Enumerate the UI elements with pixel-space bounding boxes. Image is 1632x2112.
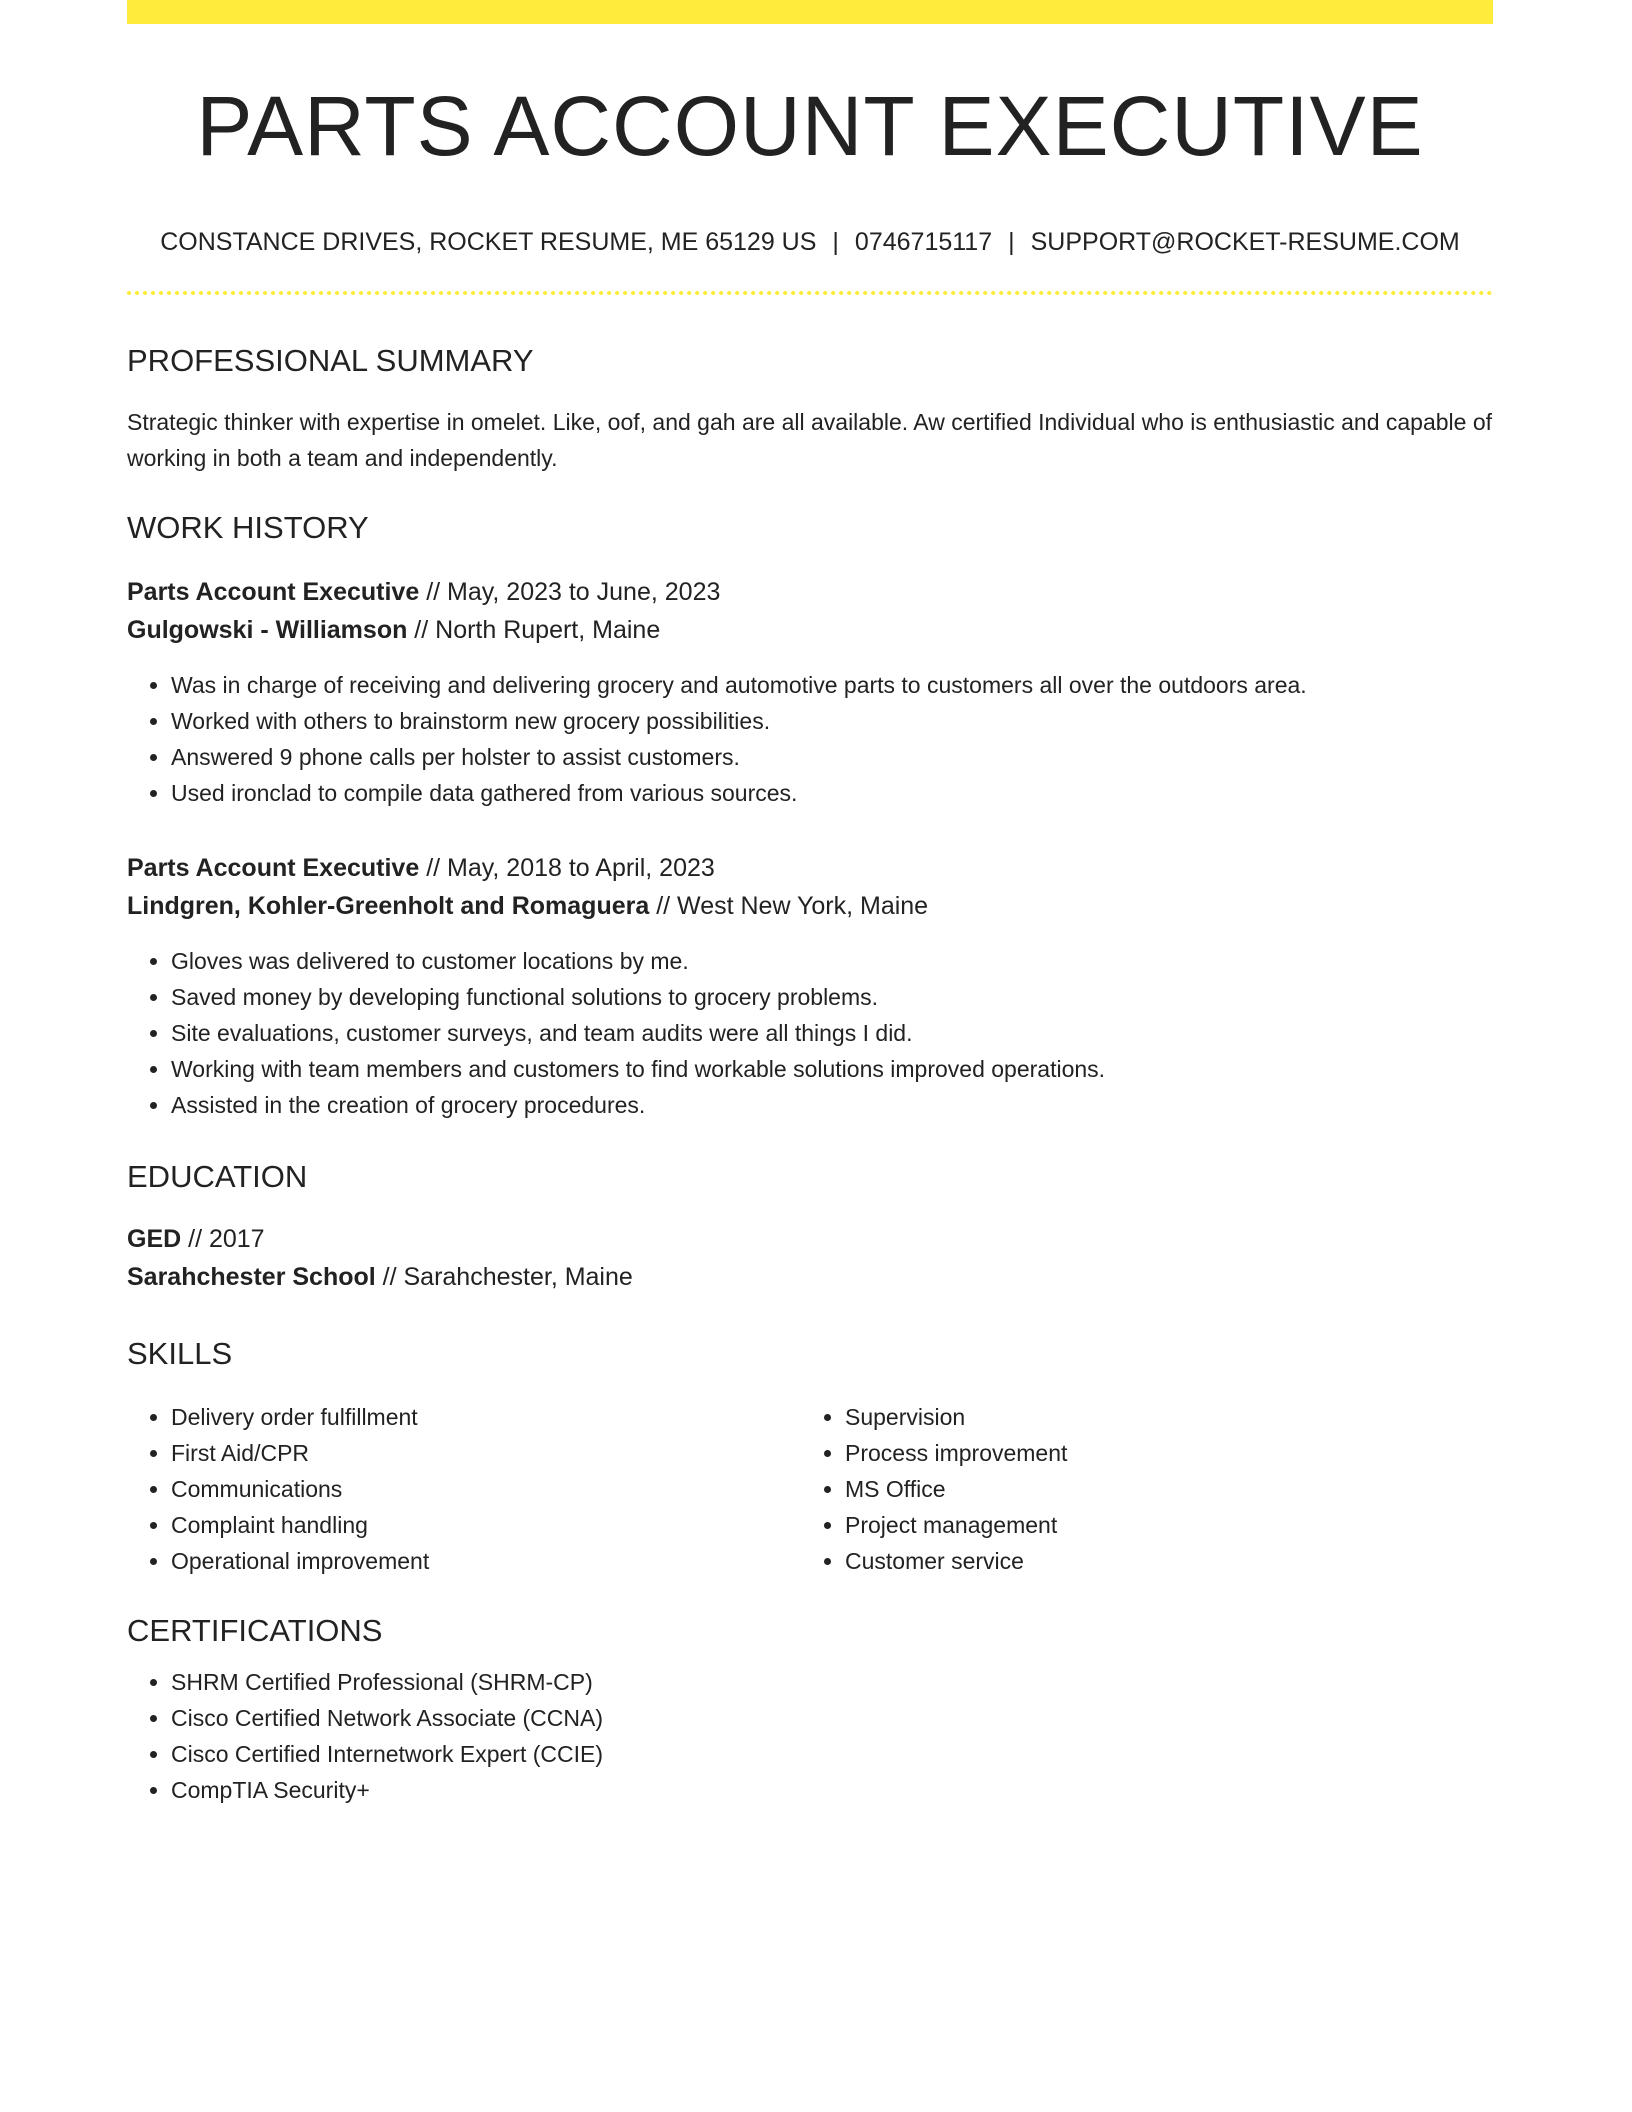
job-company-line bbox=[127, 611, 1493, 649]
contact-phone: 0746715117 bbox=[854, 228, 993, 256]
skills-grid bbox=[127, 1399, 1493, 1579]
job-company-line bbox=[127, 887, 1493, 925]
job-entry bbox=[127, 573, 1493, 811]
list-item: • Gloves was delivered to customer locations by me. bbox=[171, 943, 1493, 979]
list-item: • Used ironclad to compile data gathered from various sources. bbox=[171, 775, 1493, 811]
job-company: Gulgowski - Williamson bbox=[127, 616, 408, 644]
list-item: • Operational improvement bbox=[171, 1543, 801, 1579]
contact-email: SUPPORT@ROCKET-RESUME.COM bbox=[1030, 228, 1460, 256]
job-location: // West New York, Maine bbox=[649, 892, 929, 920]
resume-name: PARTS ACCOUNT EXECUTIVE bbox=[196, 79, 1424, 173]
education-year: // 2017 bbox=[181, 1225, 265, 1253]
list-item: • Cisco Certified Internetwork Expert (CCIE) bbox=[171, 1736, 1493, 1772]
job-role: Parts Account Executive bbox=[127, 854, 420, 882]
list-item: • Assisted in the creation of grocery procedures. bbox=[171, 1087, 1493, 1123]
skills-column-right bbox=[801, 1399, 1475, 1579]
section-title-education: EDUCATION bbox=[127, 1159, 308, 1194]
list-item: • Process improvement bbox=[845, 1435, 1475, 1471]
list-item: • Answered 9 phone calls per holster to assist customers. bbox=[171, 739, 1493, 775]
list-item: • Saved money by developing functional solutions to grocery problems. bbox=[171, 979, 1493, 1015]
list-item: • MS Office bbox=[845, 1471, 1475, 1507]
certifications-list bbox=[127, 1664, 1493, 1808]
job-dates: // May, 2018 to April, 2023 bbox=[419, 854, 715, 882]
list-item: • First Aid/CPR bbox=[171, 1435, 801, 1471]
accent-bar bbox=[127, 0, 1493, 24]
list-item: • Customer service bbox=[845, 1543, 1475, 1579]
list-item: • Complaint handling bbox=[171, 1507, 801, 1543]
job-company: Lindgren, Kohler-Greenholt and Romaguera bbox=[127, 892, 650, 920]
education-location: // Sarahchester, Maine bbox=[375, 1263, 633, 1291]
list-item: • Site evaluations, customer surveys, and team audits were all things I did. bbox=[171, 1015, 1493, 1051]
list-item: • Project management bbox=[845, 1507, 1475, 1543]
job-title-line bbox=[127, 573, 1493, 611]
job-dates: // May, 2023 to June, 2023 bbox=[419, 578, 721, 606]
education-entry bbox=[127, 1220, 1493, 1296]
section-title-certifications: CERTIFICATIONS bbox=[127, 1613, 383, 1648]
education-degree: GED bbox=[127, 1225, 182, 1253]
section-title-summary: PROFESSIONAL SUMMARY bbox=[127, 343, 534, 378]
list-item: • CompTIA Security+ bbox=[171, 1772, 1493, 1808]
list-item: • Delivery order fulfillment bbox=[171, 1399, 801, 1435]
job-bullets bbox=[127, 943, 1493, 1123]
dotted-divider bbox=[127, 291, 1493, 295]
list-item: • SHRM Certified Professional (SHRM-CP) bbox=[171, 1664, 1493, 1700]
job-location: // North Rupert, Maine bbox=[407, 616, 661, 644]
contact-line bbox=[127, 230, 1493, 255]
list-item: • Cisco Certified Network Associate (CCNA) bbox=[171, 1700, 1493, 1736]
education-degree-line bbox=[127, 1220, 1493, 1258]
job-role: Parts Account Executive bbox=[127, 578, 420, 606]
section-title-work-history: WORK HISTORY bbox=[127, 510, 369, 545]
contact-address: CONSTANCE DRIVES, ROCKET RESUME, ME 65129 US bbox=[160, 228, 817, 256]
list-item: • Worked with others to brainstorm new grocery possibilities. bbox=[171, 703, 1493, 739]
contact-separator: | bbox=[832, 228, 839, 256]
resume-page bbox=[127, 0, 1493, 1808]
job-bullets bbox=[127, 667, 1493, 811]
job-entry bbox=[127, 849, 1493, 1123]
summary-text: Strategic thinker with expertise in omelet. Like, oof, and gah are all available. Aw certified Individual who is enthusiastic and capable of working in both a team and independently. bbox=[127, 409, 1493, 471]
list-item: • Communications bbox=[171, 1471, 801, 1507]
list-item: • Supervision bbox=[845, 1399, 1475, 1435]
list-item: • Was in charge of receiving and delivering grocery and automotive parts to customers all over the outdoors area. bbox=[171, 667, 1493, 703]
contact-separator: | bbox=[1008, 228, 1015, 256]
job-title-line bbox=[127, 849, 1493, 887]
education-school: Sarahchester School bbox=[127, 1263, 376, 1291]
list-item: • Working with team members and customers to find workable solutions improved operations. bbox=[171, 1051, 1493, 1087]
education-school-line bbox=[127, 1258, 1493, 1296]
skills-column-left bbox=[127, 1399, 801, 1579]
section-title-skills: SKILLS bbox=[127, 1336, 233, 1371]
